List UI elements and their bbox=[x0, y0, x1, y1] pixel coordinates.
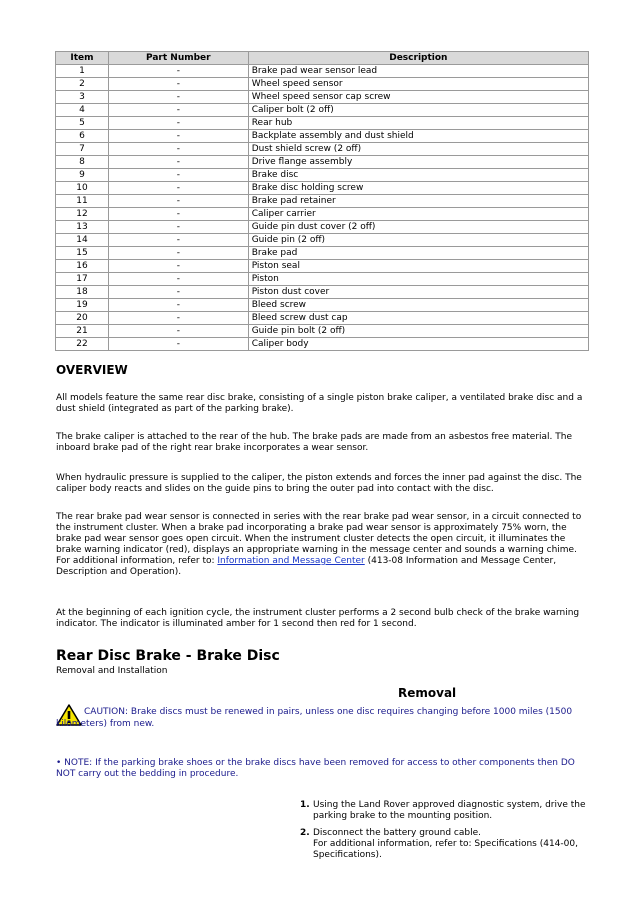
part-number-cell: - bbox=[108, 234, 248, 247]
step-1 bbox=[300, 800, 590, 822]
part-number-cell: - bbox=[108, 208, 248, 221]
procedure-title: Rear Disc Brake - Brake Disc bbox=[56, 648, 280, 664]
table-row bbox=[56, 169, 589, 182]
step-number: 1. bbox=[300, 800, 310, 810]
part-number-cell: - bbox=[108, 247, 248, 260]
item-cell: 15 bbox=[56, 247, 109, 260]
table-row bbox=[56, 325, 589, 338]
item-cell: 12 bbox=[56, 208, 109, 221]
description-cell: Brake pad bbox=[248, 247, 588, 260]
description-cell: Piston bbox=[248, 273, 588, 286]
part-number-cell: - bbox=[108, 312, 248, 325]
item-cell: 13 bbox=[56, 221, 109, 234]
description-cell: Brake disc holding screw bbox=[248, 182, 588, 195]
description-cell: Piston seal bbox=[248, 260, 588, 273]
removal-heading: Removal bbox=[398, 686, 457, 700]
description-cell: Bleed screw bbox=[248, 299, 588, 312]
overview-paragraph-3: When hydraulic pressure is supplied to the caliper, the piston extends and forces the inner pad against the disc. The caliper body reacts and slides on the guide pins to bring the outer pad into contact with the disc. bbox=[56, 473, 582, 494]
description-cell: Caliper body bbox=[248, 338, 588, 351]
procedure-subtitle: Removal and Installation bbox=[56, 666, 168, 676]
table-row bbox=[56, 104, 589, 117]
description-cell: Caliper carrier bbox=[248, 208, 588, 221]
description-cell: Guide pin dust cover (2 off) bbox=[248, 221, 588, 234]
item-cell: 18 bbox=[56, 286, 109, 299]
part-number-cell: - bbox=[108, 65, 248, 78]
part-number-cell: - bbox=[108, 156, 248, 169]
caution-message: CAUTION: Brake discs must be renewed in pairs, unless one disc requires changing before 1000 miles (1500 kilometers) from new. bbox=[56, 707, 573, 729]
part-number-cell: - bbox=[108, 78, 248, 91]
part-number-cell: - bbox=[108, 104, 248, 117]
removal-steps bbox=[300, 800, 590, 867]
header-description: Description bbox=[248, 52, 588, 65]
parts-table bbox=[55, 51, 589, 351]
description-cell: Guide pin bolt (2 off) bbox=[248, 325, 588, 338]
item-cell: 14 bbox=[56, 234, 109, 247]
step-text: Disconnect the battery ground cable. bbox=[313, 828, 481, 838]
description-cell: Caliper bolt (2 off) bbox=[248, 104, 588, 117]
description-cell: Dust shield screw (2 off) bbox=[248, 143, 588, 156]
part-number-cell: - bbox=[108, 325, 248, 338]
overview-paragraph-1: All models feature the same rear disc brake, consisting of a single piston brake caliper, a ventilated brake disc and a dust shield (integrated as part of the parking brake). bbox=[56, 393, 583, 414]
table-row bbox=[56, 130, 589, 143]
part-number-cell: - bbox=[108, 338, 248, 351]
header-item: Item bbox=[56, 52, 109, 65]
item-cell: 22 bbox=[56, 338, 109, 351]
part-number-cell: - bbox=[108, 286, 248, 299]
table-row bbox=[56, 234, 589, 247]
description-cell: Piston dust cover bbox=[248, 286, 588, 299]
table-row bbox=[56, 78, 589, 91]
description-cell: Wheel speed sensor cap screw bbox=[248, 91, 588, 104]
table-row bbox=[56, 156, 589, 169]
part-number-cell: - bbox=[108, 91, 248, 104]
table-row bbox=[56, 299, 589, 312]
item-cell: 19 bbox=[56, 299, 109, 312]
wear-sensor-text: The rear brake pad wear sensor is connected in series with the rear brake pad wear sensor, in a circuit connected to the instrument cluster. When a brake pad incorporating a brake pad wear sensor is approximately 75% worn, the brake pad wear sensor goes open circuit. When the instrument cluster detects the open circuit, it illuminates the brake warning indicator (red), displays an appropriate warning in the message center and sounds a warning chime. bbox=[56, 512, 582, 555]
item-cell: 3 bbox=[56, 91, 109, 104]
description-cell: Brake pad retainer bbox=[248, 195, 588, 208]
item-cell: 1 bbox=[56, 65, 109, 78]
part-number-cell: - bbox=[108, 117, 248, 130]
table-row bbox=[56, 247, 589, 260]
table-row bbox=[56, 117, 589, 130]
table-row bbox=[56, 221, 589, 234]
table-row bbox=[56, 260, 589, 273]
table-row bbox=[56, 91, 589, 104]
table-row bbox=[56, 286, 589, 299]
item-cell: 10 bbox=[56, 182, 109, 195]
part-number-cell: - bbox=[108, 169, 248, 182]
item-cell: 7 bbox=[56, 143, 109, 156]
table-row bbox=[56, 338, 589, 351]
table-row bbox=[56, 312, 589, 325]
part-number-cell: - bbox=[108, 221, 248, 234]
description-cell: Brake pad wear sensor lead bbox=[248, 65, 588, 78]
note-text: • NOTE: If the parking brake shoes or the brake discs have been removed for access to other components then DO NOT carry out the bedding in procedure. bbox=[56, 758, 575, 779]
step-2 bbox=[300, 828, 590, 861]
step-text: Using the Land Rover approved diagnostic system, drive the parking brake to the mounting position. bbox=[313, 800, 586, 821]
description-cell: Brake disc bbox=[248, 169, 588, 182]
reference-prefix: For additional information, refer to: bbox=[56, 556, 218, 566]
parts-table-body bbox=[56, 65, 589, 351]
part-number-cell: - bbox=[108, 273, 248, 286]
item-cell: 9 bbox=[56, 169, 109, 182]
description-cell: Guide pin (2 off) bbox=[248, 234, 588, 247]
item-cell: 20 bbox=[56, 312, 109, 325]
item-cell: 5 bbox=[56, 117, 109, 130]
header-part-number: Part Number bbox=[108, 52, 248, 65]
item-cell: 2 bbox=[56, 78, 109, 91]
part-number-cell: - bbox=[108, 195, 248, 208]
reference-suffix: (413-08 Information and Message Center, Description and Operation). bbox=[56, 556, 557, 577]
description-cell: Drive flange assembly bbox=[248, 156, 588, 169]
table-row bbox=[56, 195, 589, 208]
overview-paragraph-4 bbox=[56, 512, 592, 578]
overview-paragraph-5: At the beginning of each ignition cycle, the instrument cluster performs a 2 second bulb check of the brake warning indicator. The indicator is illuminated amber for 1 second then red for 1 second. bbox=[56, 608, 580, 629]
description-cell: Rear hub bbox=[248, 117, 588, 130]
item-cell: 11 bbox=[56, 195, 109, 208]
table-row bbox=[56, 208, 589, 221]
step-reference: For additional information, refer to: Specifications (414-00, Specifications). bbox=[313, 839, 578, 860]
table-row bbox=[56, 65, 589, 78]
description-cell: Backplate assembly and dust shield bbox=[248, 130, 588, 143]
part-number-cell: - bbox=[108, 299, 248, 312]
overview-paragraph-2: The brake caliper is attached to the rear of the hub. The brake pads are made from an asbestos free material. The inboard brake pad of the right rear brake incorporates a wear sensor. bbox=[56, 432, 573, 453]
item-cell: 6 bbox=[56, 130, 109, 143]
description-cell: Bleed screw dust cap bbox=[248, 312, 588, 325]
item-cell: 17 bbox=[56, 273, 109, 286]
info-message-center-link[interactable]: Information and Message Center bbox=[217, 556, 365, 566]
item-cell: 4 bbox=[56, 104, 109, 117]
part-number-cell: - bbox=[108, 182, 248, 195]
item-cell: 16 bbox=[56, 260, 109, 273]
description-cell: Wheel speed sensor bbox=[248, 78, 588, 91]
table-row bbox=[56, 182, 589, 195]
table-row bbox=[56, 143, 589, 156]
item-cell: 8 bbox=[56, 156, 109, 169]
table-row bbox=[56, 273, 589, 286]
part-number-cell: - bbox=[108, 143, 248, 156]
part-number-cell: - bbox=[108, 260, 248, 273]
part-number-cell: - bbox=[108, 130, 248, 143]
step-number: 2. bbox=[300, 828, 310, 838]
item-cell: 21 bbox=[56, 325, 109, 338]
table-header-row bbox=[56, 52, 589, 65]
caution-text bbox=[56, 706, 592, 730]
overview-heading: OVERVIEW bbox=[56, 363, 128, 377]
